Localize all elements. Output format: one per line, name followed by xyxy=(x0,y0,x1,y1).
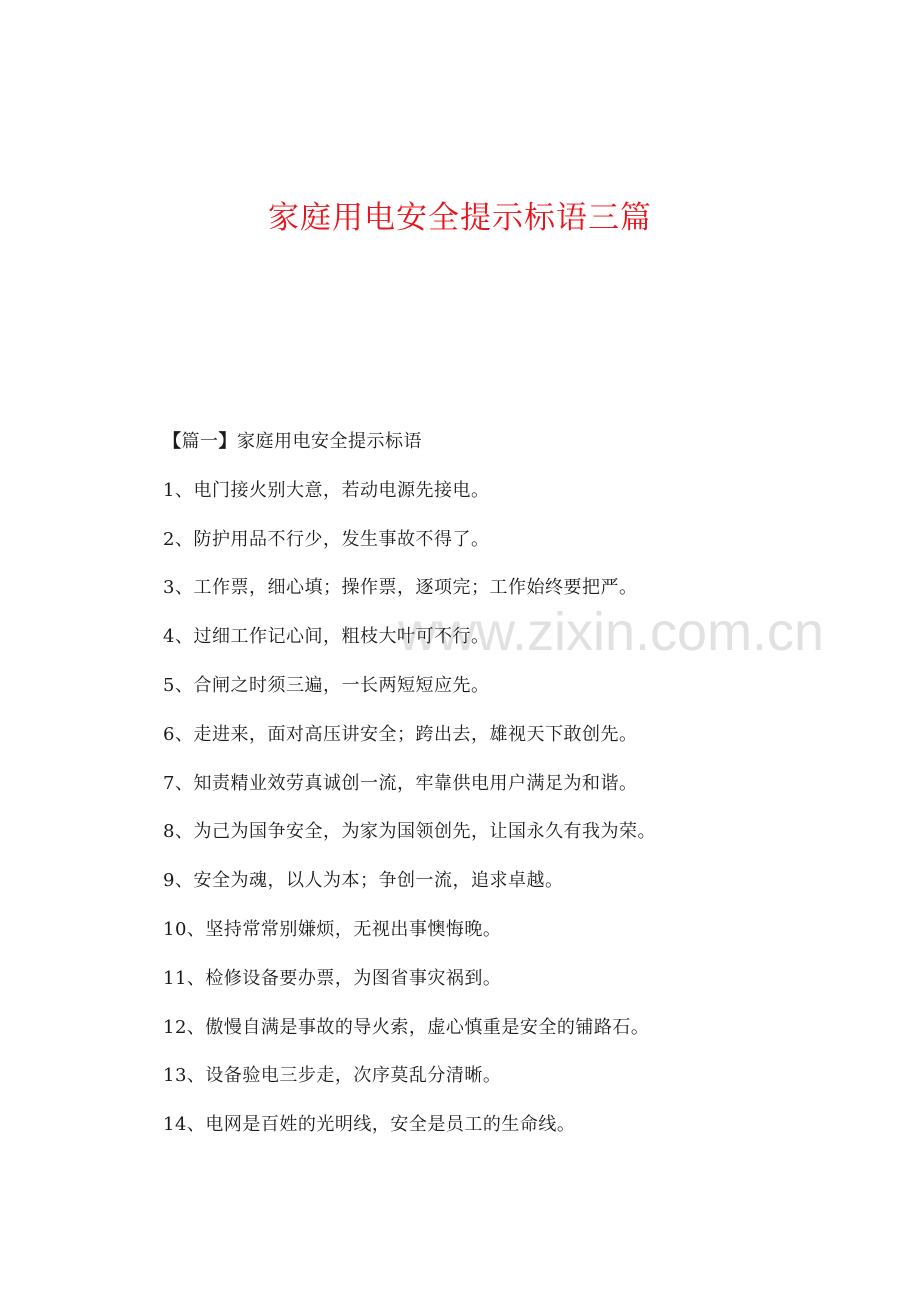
list-item: 14、电网是百姓的光明线，安全是员工的生命线。 xyxy=(163,1114,576,1136)
section-heading-text: 家庭用电安全提示标语 xyxy=(237,431,422,452)
section-heading xyxy=(163,422,863,471)
list-item: 1、电门接火别大意，若动电源先接电。 xyxy=(163,479,490,501)
list-item: 2、防护用品不行少，发生事故不得了。 xyxy=(163,528,490,550)
watermark-text: www.zixin.com.cn xyxy=(398,602,825,662)
list-item: 7、知责精业效劳真诚创一流，牢靠供电用户满足为和谐。 xyxy=(163,772,638,794)
list-item: 4、过细工作记心间，粗枝大叶可不行。 xyxy=(163,626,490,648)
list-item: 9、安全为魂，以人为本；争创一流，追求卓越。 xyxy=(163,870,564,892)
list-item: 3、工作票，细心填；操作票，逐项完；工作始终要把严。 xyxy=(163,577,638,599)
list-item: 6、走进来，面对高压讲安全；跨出去，雄视天下敢创先。 xyxy=(163,723,638,745)
list-item: 11、检修设备要办票，为图省事灾祸到。 xyxy=(163,967,502,989)
list-item: 12、傲慢自满是事故的导火索，虚心慎重是安全的铺路石。 xyxy=(163,1016,650,1038)
list-item: 13、设备验电三步走，次序莫乱分清晰。 xyxy=(163,1065,502,1087)
list-item: 8、为己为国争安全，为家为国领创先，让国永久有我为荣。 xyxy=(163,821,656,843)
document-title: 家庭用电安全提示标语三篇 xyxy=(268,200,652,236)
list-item: 5、合闸之时须三遍，一长两短短应先。 xyxy=(163,674,490,696)
document-body xyxy=(163,422,863,1154)
list-item: 10、坚持常常别嫌烦，无视出事懊悔晚。 xyxy=(163,918,502,940)
section-label: 篇一 xyxy=(181,431,219,452)
heading-bracket-close: 】 xyxy=(218,431,237,452)
heading-bracket-open: 【 xyxy=(163,431,182,452)
